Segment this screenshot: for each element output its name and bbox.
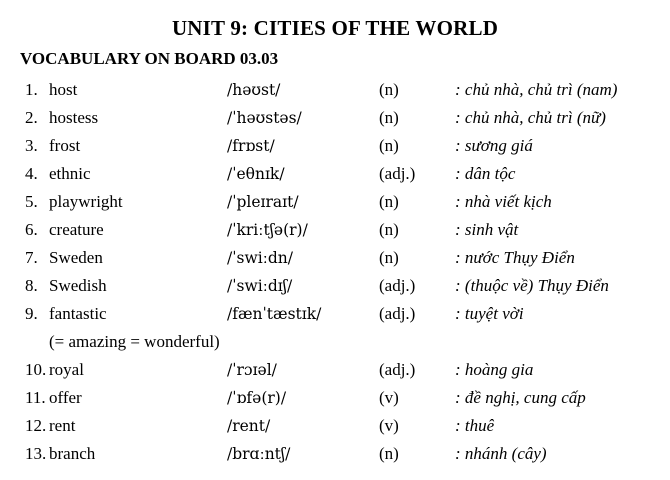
vocab-row (0, 440, 670, 468)
vocab-row (0, 216, 670, 244)
pronunciation: /ˈswiːdn/ (227, 249, 294, 267)
item-number: 4. (25, 164, 38, 183)
part-of-speech: (n) (379, 80, 399, 99)
item-number: 7. (25, 248, 38, 267)
vocab-row (0, 188, 670, 216)
item-number: 6. (25, 220, 38, 239)
vocab-word: rent (49, 416, 76, 435)
pronunciation: /ˈpleɪraɪt/ (227, 193, 299, 211)
page-title: UNIT 9: CITIES OF THE WORLD (171, 16, 499, 40)
item-number: 1. (25, 80, 38, 99)
vocab-row (0, 132, 670, 160)
vocabulary-list (0, 76, 670, 468)
vocab-word: branch (49, 444, 96, 463)
pronunciation: /brɑːntʃ/ (227, 445, 291, 463)
pronunciation: /ˈrɔɪəl/ (227, 361, 277, 379)
pronunciation: /ˈswiːdɪʃ/ (227, 277, 293, 295)
pronunciation: /fænˈtæstɪk/ (227, 305, 322, 323)
synonym-note-row (0, 328, 670, 356)
pronunciation: /rent/ (227, 417, 271, 435)
vocab-word: frost (49, 136, 81, 155)
item-number: 11. (25, 388, 46, 407)
vocab-row (0, 104, 670, 132)
part-of-speech: (n) (379, 136, 399, 155)
meaning: : sương giá (455, 136, 533, 155)
pronunciation: /ˈhəʊstəs/ (227, 109, 302, 127)
synonym-note: (= amazing = wonderful) (49, 332, 220, 351)
meaning: : nhánh (cây) (455, 444, 547, 463)
vocab-row (0, 300, 670, 328)
item-number: 9. (25, 304, 38, 323)
vocab-word: host (49, 80, 78, 99)
pronunciation: /frɒst/ (227, 137, 275, 155)
part-of-speech: (adj.) (379, 276, 416, 295)
meaning: : hoàng gia (455, 360, 534, 379)
meaning: : nước Thụy Điển (455, 248, 575, 267)
vocab-word: creature (49, 220, 104, 239)
part-of-speech: (n) (379, 220, 399, 239)
part-of-speech: (n) (379, 248, 399, 267)
vocab-word: Sweden (49, 248, 103, 267)
meaning: : tuyệt vời (455, 304, 524, 323)
vocab-word: playwright (49, 192, 123, 211)
vocab-word: fantastic (49, 304, 107, 323)
item-number: 5. (25, 192, 38, 211)
meaning: : đề nghị, cung cấp (455, 388, 586, 407)
vocab-word: hostess (49, 108, 99, 127)
vocab-row (0, 244, 670, 272)
part-of-speech: (n) (379, 444, 399, 463)
part-of-speech: (adj.) (379, 360, 416, 379)
vocab-row (0, 76, 670, 104)
vocab-row (0, 412, 670, 440)
part-of-speech: (adj.) (379, 164, 416, 183)
part-of-speech: (v) (379, 388, 399, 407)
item-number: 10. (25, 360, 47, 379)
part-of-speech: (adj.) (379, 304, 416, 323)
item-number: 8. (25, 276, 38, 295)
item-number: 13. (25, 444, 47, 463)
vocab-row (0, 356, 670, 384)
meaning: : chủ nhà, chủ trì (nam) (455, 80, 618, 99)
vocab-row (0, 160, 670, 188)
vocab-word: offer (49, 388, 82, 407)
vocab-row (0, 384, 670, 412)
vocab-word: Swedish (49, 276, 107, 295)
meaning: : dân tộc (455, 164, 516, 183)
pronunciation: /ˈɒfə(r)/ (227, 389, 287, 407)
pronunciation: /ˈkriːtʃə(r)/ (227, 221, 308, 239)
section-heading: VOCABULARY ON BOARD 03.03 (20, 49, 279, 68)
part-of-speech: (n) (379, 192, 399, 211)
item-number: 2. (25, 108, 38, 127)
part-of-speech: (v) (379, 416, 399, 435)
vocab-word: royal (49, 360, 84, 379)
item-number: 3. (25, 136, 38, 155)
meaning: : chủ nhà, chủ trì (nữ) (455, 108, 606, 127)
part-of-speech: (n) (379, 108, 399, 127)
vocab-word: ethnic (49, 164, 91, 183)
meaning: : sinh vật (455, 220, 519, 239)
pronunciation: /həʊst/ (227, 81, 281, 99)
pronunciation: /ˈeθnɪk/ (227, 165, 285, 183)
item-number: 12. (25, 416, 47, 435)
vocab-row (0, 272, 670, 300)
meaning: : thuê (455, 416, 495, 435)
meaning: : nhà viết kịch (455, 192, 552, 211)
meaning: : (thuộc về) Thụy Điển (455, 276, 609, 295)
